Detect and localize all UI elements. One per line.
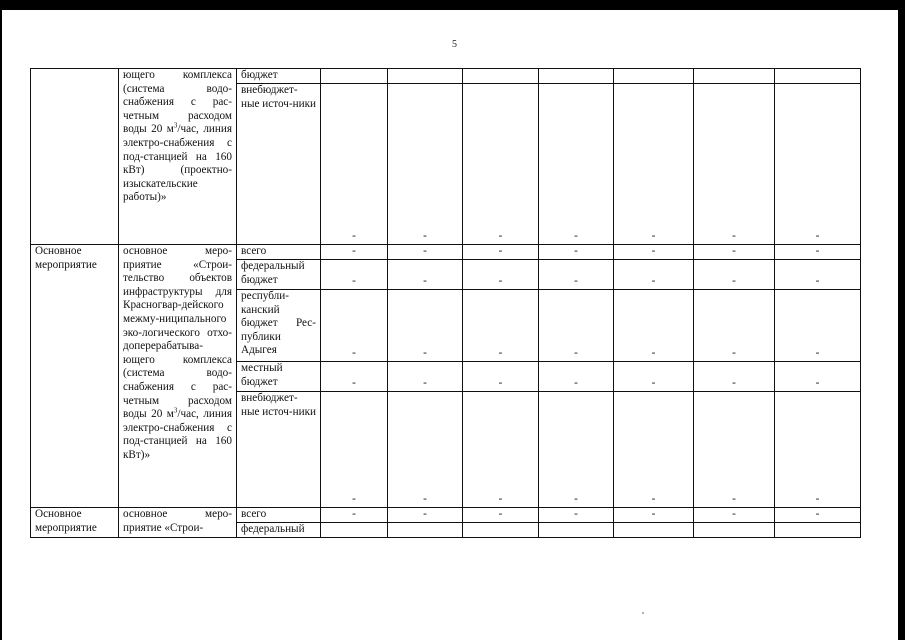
value-cell: -	[775, 392, 861, 508]
row-label-cell: Основное мероприятие	[31, 508, 119, 538]
value-cell: -	[539, 84, 614, 245]
value-cell: -	[463, 84, 539, 245]
value-cell: -	[321, 84, 388, 245]
value-cell: -	[539, 508, 614, 523]
value-cell: -	[775, 362, 861, 392]
value-cell: -	[321, 362, 388, 392]
value-cell: -	[388, 84, 463, 245]
value-cell: -	[694, 245, 775, 260]
value-cell	[463, 69, 539, 84]
funding-source-cell: всего	[237, 508, 321, 523]
funding-source-cell: внебюджет-ные источ-ники	[237, 392, 321, 508]
value-cell: -	[694, 260, 775, 290]
value-cell: -	[614, 290, 694, 362]
value-cell: -	[463, 290, 539, 362]
value-cell: -	[614, 392, 694, 508]
value-cell: -	[388, 290, 463, 362]
scan-border-right	[898, 0, 905, 640]
value-cell: -	[694, 392, 775, 508]
value-cell: -	[321, 290, 388, 362]
value-cell: -	[388, 245, 463, 260]
event-description-cell: основное меро-приятие «Строи-	[119, 508, 237, 538]
value-cell: -	[539, 260, 614, 290]
value-cell: -	[463, 260, 539, 290]
value-cell: -	[775, 245, 861, 260]
value-cell: -	[614, 362, 694, 392]
funding-source-cell: внебюджет-ные источ-ники	[237, 84, 321, 245]
value-cell	[539, 69, 614, 84]
row-label-cell: Основное мероприятие	[31, 245, 119, 508]
value-cell: -	[321, 245, 388, 260]
value-cell: -	[539, 245, 614, 260]
funding-source-cell: бюджет	[237, 69, 321, 84]
value-cell: -	[388, 260, 463, 290]
funding-source-cell: всего	[237, 245, 321, 260]
value-cell: -	[775, 260, 861, 290]
scan-speck	[642, 612, 644, 614]
funding-source-cell: местный бюджет	[237, 362, 321, 392]
value-cell	[321, 69, 388, 84]
value-cell	[614, 69, 694, 84]
scan-border-top	[0, 0, 905, 10]
value-cell: -	[694, 362, 775, 392]
value-cell	[614, 523, 694, 538]
value-cell: -	[463, 508, 539, 523]
value-cell	[463, 523, 539, 538]
value-cell: -	[775, 508, 861, 523]
value-cell: -	[388, 392, 463, 508]
page-number: 5	[452, 39, 457, 50]
budget-table	[30, 68, 861, 538]
table-row	[31, 245, 861, 260]
value-cell: -	[463, 362, 539, 392]
value-cell: -	[775, 290, 861, 362]
value-cell: -	[614, 260, 694, 290]
table-row	[31, 69, 861, 84]
table-row	[31, 508, 861, 523]
event-description-cell: ющего комплекса (система водо-снабжения с рас-четным расходом воды 20 $м^3$/час, линия электро-снабжения с под-станцией на 160 кВт) (проектно-изыскательские работы)»	[119, 69, 237, 245]
value-cell: -	[614, 84, 694, 245]
row-label-cell	[31, 69, 119, 245]
value-cell: -	[694, 508, 775, 523]
value-cell	[775, 69, 861, 84]
funding-source-cell: республи-канский бюджет Рес-публики Адыгея	[237, 290, 321, 362]
value-cell: -	[321, 392, 388, 508]
funding-source-cell: федеральный бюджет	[237, 260, 321, 290]
event-description-cell: основное меро-приятие «Строи-тельство объектов инфраструктуры для Красногвар-дейского межму-ниципального эко-логического отхо-доперерабатыва-ющего комплекса (система водо-снабжения с рас-четным расходом воды 20 $м^3$/час, линия электро-снабжения с под-станцией на 160 кВт)»	[119, 245, 237, 508]
value-cell	[388, 523, 463, 538]
value-cell: -	[614, 508, 694, 523]
value-cell: -	[463, 392, 539, 508]
value-cell: -	[388, 362, 463, 392]
value-cell: -	[539, 392, 614, 508]
value-cell	[539, 523, 614, 538]
value-cell: -	[321, 508, 388, 523]
value-cell	[775, 523, 861, 538]
value-cell: -	[388, 508, 463, 523]
value-cell: -	[539, 290, 614, 362]
value-cell: -	[321, 260, 388, 290]
value-cell	[321, 523, 388, 538]
value-cell: -	[539, 362, 614, 392]
value-cell: -	[694, 290, 775, 362]
value-cell	[388, 69, 463, 84]
value-cell: -	[463, 245, 539, 260]
value-cell: -	[614, 245, 694, 260]
value-cell	[694, 523, 775, 538]
value-cell: -	[694, 84, 775, 245]
scan-border-left	[0, 0, 2, 640]
value-cell: -	[775, 84, 861, 245]
value-cell	[694, 69, 775, 84]
funding-source-cell: федеральный	[237, 523, 321, 538]
